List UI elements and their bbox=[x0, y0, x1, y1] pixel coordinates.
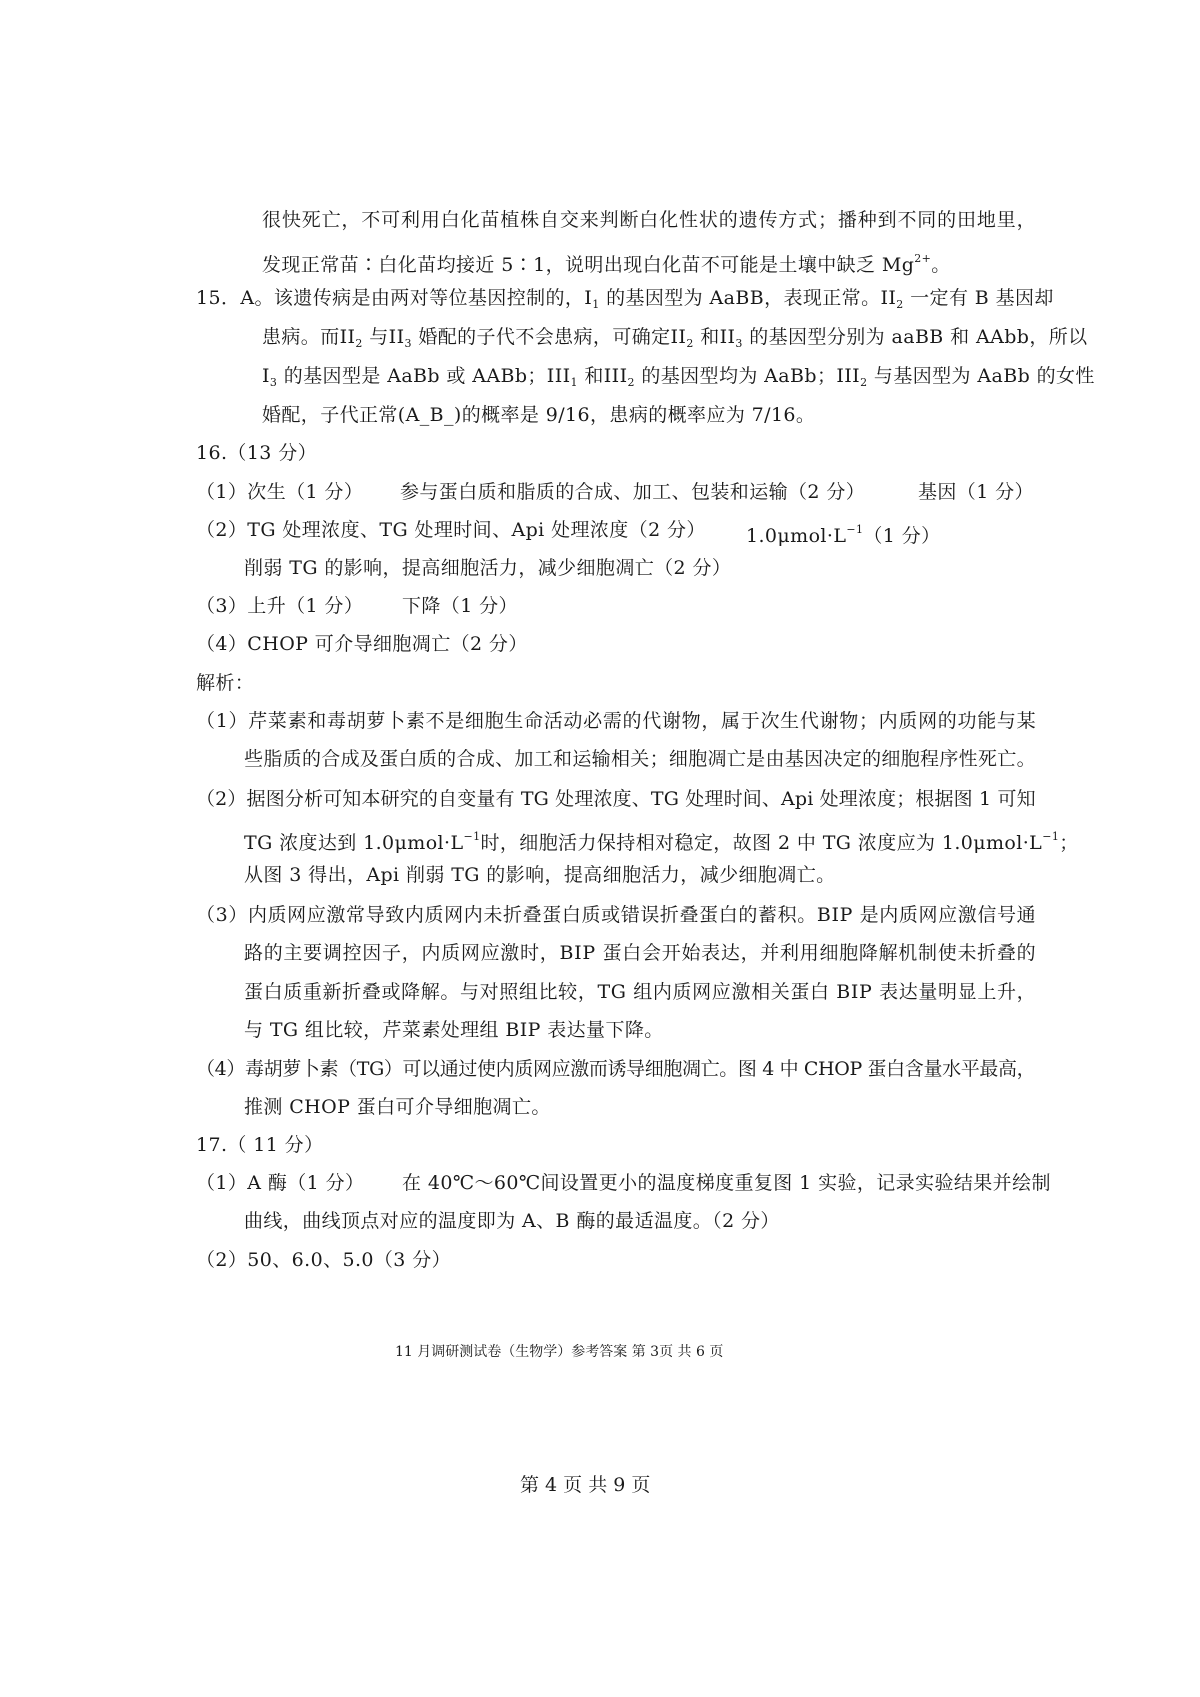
q17-answer-2: （2）50、6.0、5.0（3 分） bbox=[196, 1249, 452, 1271]
q16-explain-2-line-3: 从图 3 得出，Api 削弱 TG 的影响，提高细胞活力，减少细胞凋亡。 bbox=[244, 864, 836, 886]
q17-answer-1 bbox=[196, 1171, 1051, 1195]
q14-line-2: 发现正常苗∶白化苗均接近 5∶1，说明出现白化苗不可能是土壤中缺乏 $Mg^{2+}$。 bbox=[262, 252, 951, 276]
q16-answer-1-part3: 基因（1 分） bbox=[918, 481, 1034, 503]
q15-line-3: $I_3$ 的基因型是 AaBb 或 AABb；$III_1$ 和$III_2$ 的基因型均为 AaBb；$III_2$ 与基因型为 AaBb 的女性 bbox=[262, 365, 1095, 389]
q16-explain-4-line-1: （4）毒胡萝卜素（TG）可以通过使内质网应激而诱导细胞凋亡。图 4 中 CHOP 蛋白含量水平最高， bbox=[196, 1058, 1036, 1080]
q16-answer-3-part1: （3）上升（1 分） bbox=[196, 595, 364, 617]
q16-answer-1-part2: 参与蛋白质和脂质的合成、加工、包装和运输（2 分） bbox=[400, 481, 866, 503]
q17-heading: 17.（ 11 分） bbox=[196, 1134, 324, 1156]
q15-line-4: 婚配，子代正常(A_B_)的概率是 9/16，患病的概率应为 7/16。 bbox=[262, 404, 816, 426]
q16-explain-1-line-2: 些脂质的合成及蛋白质的合成、加工和运输相关；细胞凋亡是由基因决定的细胞程序性死亡。 bbox=[244, 748, 1036, 770]
page-number: 第 4 页 共 9 页 bbox=[520, 1474, 651, 1496]
q16-answer-2 bbox=[196, 518, 941, 547]
q16-explain-1-line-1: （1）芹菜素和毒胡萝卜素不是细胞生命活动必需的代谢物，属于次生代谢物；内质网的功能与某 bbox=[196, 710, 1037, 732]
q16-answer-4: （4）CHOP 可介导细胞凋亡（2 分） bbox=[196, 633, 528, 655]
q17-answer-1-part1: （1）A 酶（1 分） bbox=[196, 1172, 365, 1194]
q16-explain-3-line-4: 与 TG 组比较，芹菜素处理组 BIP 表达量下降。 bbox=[244, 1019, 664, 1041]
q16-explain-3-line-2: 路的主要调控因子，内质网应激时，BIP 蛋白会开始表达，并利用细胞降解机制使未折叠的 bbox=[244, 942, 1037, 964]
q16-explain-3-line-3: 蛋白质重新折叠或降解。与对照组比较，TG 组内质网应激相关蛋白 BIP 表达量明显上升， bbox=[244, 981, 1037, 1003]
q16-heading: 16.（13 分） bbox=[196, 442, 318, 464]
q17-answer-1-part2: 在 40℃～60℃间设置更小的温度梯度重复图 1 实验，记录实验结果并绘制 bbox=[402, 1172, 1051, 1194]
q16-explain-2-line-2: TG 浓度达到 $1.0\mu mol\cdot L^{-1}$时，细胞活力保持相对稳定，故图 2 中 TG 浓度应为 $1.0\mu mol\cdot L^{-1}$； bbox=[244, 830, 1079, 854]
q16-explain-4-line-2: 推测 CHOP 蛋白可介导细胞凋亡。 bbox=[244, 1096, 551, 1118]
q16-answer-2-cont: 削弱 TG 的影响，提高细胞活力，减少细胞凋亡（2 分） bbox=[244, 557, 732, 579]
q16-answer-2-unit: $1.0\mu mol\cdot L^{-1}(1$ 分） bbox=[746, 523, 941, 547]
q14-line-1: 很快死亡，不可利用白化苗植株自交来判断白化性状的遗传方式；播种到不同的田地里， bbox=[262, 209, 1037, 231]
q15-line-2: 患病。而$II_2$ 与$II_3$ 婚配的子代不会患病，可确定$II_2$ 和$II_3$ 的基因型分别为 aaBB 和 AAbb，所以 bbox=[262, 326, 1088, 350]
q16-explain-3-line-1: （3）内质网应激常导致内质网内未折叠蛋白质或错误折叠蛋白的蓄积。BIP 是内质网应激信号通 bbox=[196, 904, 1037, 926]
q16-answer-3 bbox=[196, 594, 518, 618]
q16-answer-3-part2: 下降（1 分） bbox=[402, 595, 518, 617]
q17-answer-1-cont: 曲线，曲线顶点对应的温度即为 A、B 酶的最适温度。（2 分） bbox=[244, 1210, 780, 1232]
q16-answer-1 bbox=[196, 480, 1034, 504]
analysis-label: 解析： bbox=[196, 672, 255, 694]
q16-answer-1-part1: （1）次生（1 分） bbox=[196, 481, 364, 503]
q15-line-1: 15．A。该遗传病是由两对等位基因控制的，$I_1$ 的基因型为 AaBB，表现正常。$II_2$ 一定有 B 基因却 bbox=[196, 287, 1054, 311]
reference-footer: 11 月调研测试卷（生物学）参考答案 第 3页 共 6 页 bbox=[395, 1344, 724, 1360]
q16-answer-2-part1: （2）TG 处理浓度、TG 处理时间、Api 处理浓度（2 分） bbox=[196, 519, 706, 541]
q16-explain-2-line-1: （2）据图分析可知本研究的自变量有 TG 处理浓度、TG 处理时间、Api 处理浓度；根据图 1 可知 bbox=[196, 788, 1036, 810]
